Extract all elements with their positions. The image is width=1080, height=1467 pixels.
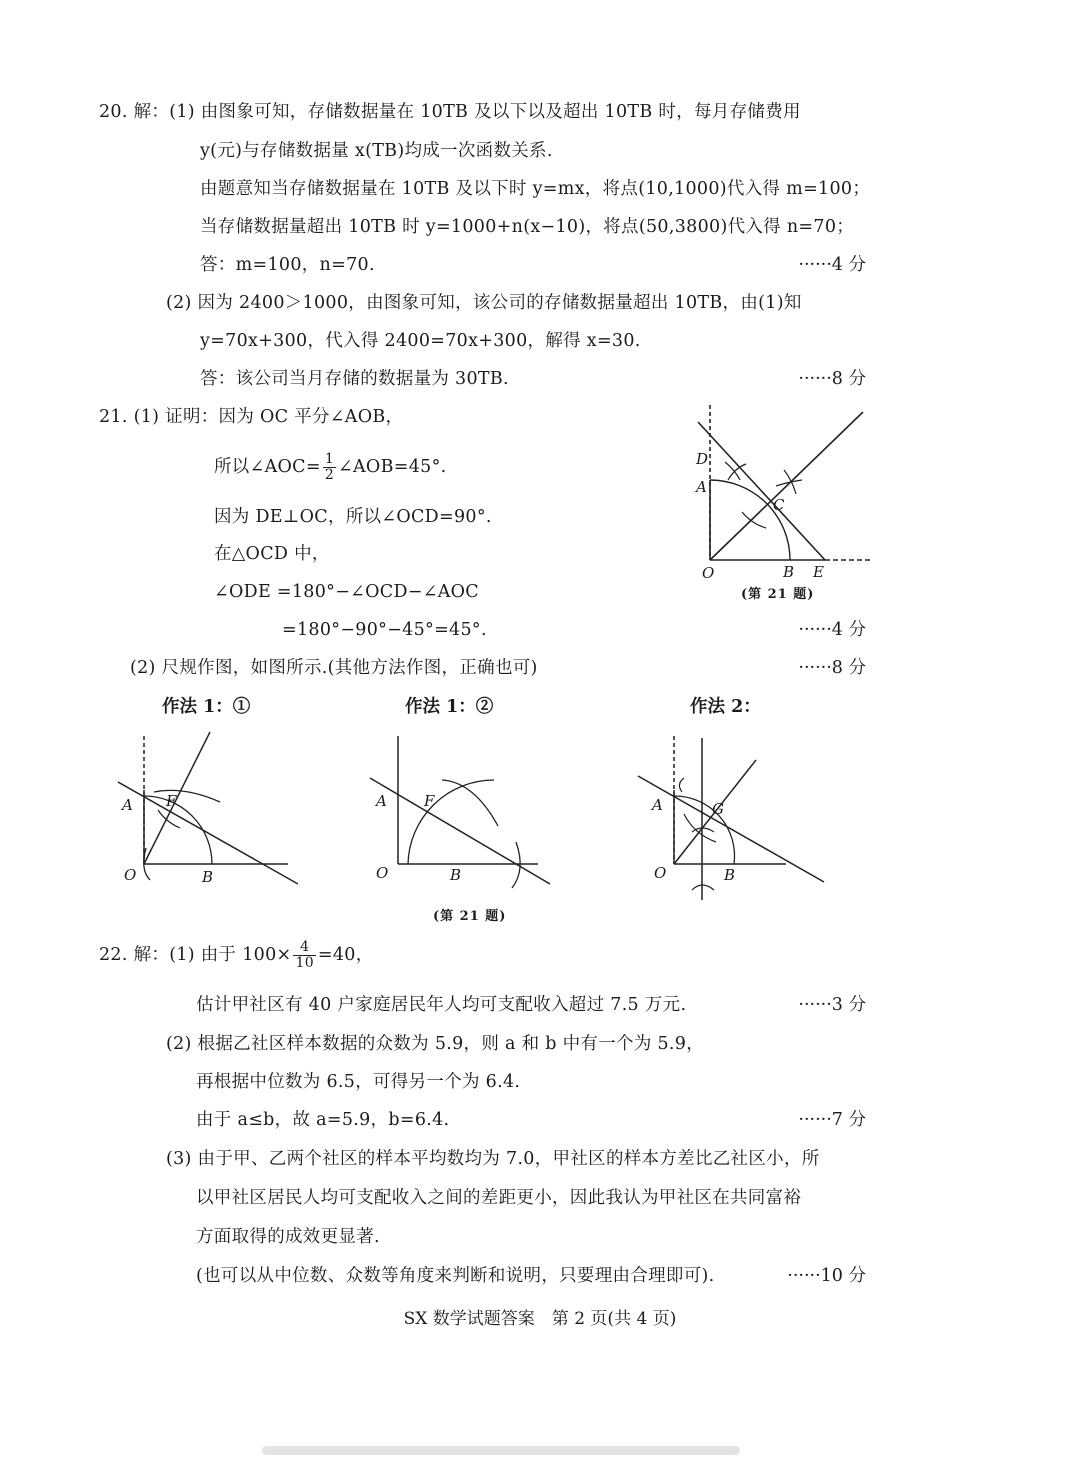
method-1-1-figure xyxy=(110,730,310,890)
q22-line-6: (3) 由于甲、乙两个社区的样本平均数均为 7.0，甲社区的样本方差比乙社区小，所 xyxy=(166,1149,820,1169)
method-2-label: 作法 2： xyxy=(690,697,761,717)
q21-bottom-caption: (第 21 题) xyxy=(433,909,507,924)
q20-line-1: 20. 解：(1) 由图象可知，存储数据量在 10TB 及以下以及超出 10TB 时，每月存储费用 xyxy=(99,102,801,122)
q20-score-1: ······4 分 xyxy=(798,255,866,275)
q20-line-2: y(元)与存储数据量 x(TB)均成一次函数关系. xyxy=(200,141,553,161)
q22-line-2: 估计甲社区有 40 户家庭居民年人均可支配收入超过 7.5 万元. xyxy=(196,995,687,1015)
home-indicator-bar[interactable] xyxy=(262,1446,740,1455)
label-F: F xyxy=(424,792,435,810)
label-B: B xyxy=(724,866,736,884)
q21-score-2: ······8 分 xyxy=(798,658,866,678)
label-D: D xyxy=(696,450,709,468)
method-2-figure xyxy=(636,730,836,905)
q21-score-1: ······4 分 xyxy=(798,620,866,640)
q20-line-4: 当存储数据量超出 10TB 时 y=1000+n(x−10)，将点(50,3800)代入得 n=70； xyxy=(200,217,855,237)
label-O: O xyxy=(702,564,715,580)
label-O: O xyxy=(654,864,667,882)
label-B: B xyxy=(450,866,462,884)
label-C: C xyxy=(773,496,785,514)
q21-main-caption: (第 21 题) xyxy=(741,587,815,602)
label-B: B xyxy=(202,868,214,886)
q22-score-1: ······3 分 xyxy=(798,995,866,1015)
q22-line-1-b: =40， xyxy=(317,945,374,965)
label-O: O xyxy=(124,866,137,884)
q21-line-2 xyxy=(214,452,446,483)
label-A: A xyxy=(122,796,133,814)
method-1-2-figure xyxy=(366,730,566,890)
method-1-1-label: 作法 1：① xyxy=(162,697,251,717)
q22-line-8: 方面取得的成效更显著. xyxy=(196,1227,380,1247)
label-G: G xyxy=(712,800,724,818)
q22-score-2: ······7 分 xyxy=(798,1110,866,1130)
q21-line-2-a: 所以∠AOC= xyxy=(214,457,321,477)
q20-line-6: (2) 因为 2400＞1000，由图象可知，该公司的存储数据量超出 10TB，由(1)知 xyxy=(166,293,802,313)
q21-line-7: (2) 尺规作图，如图所示.(其他方法作图，正确也可) xyxy=(130,658,538,678)
q22-line-9: (也可以从中位数、众数等角度来判断和说明，只要理由合理即可). xyxy=(196,1266,715,1286)
q21-line-6: =180°−90°−45°=45°. xyxy=(282,620,487,640)
q20-line-5: 答：m=100，n=70. xyxy=(200,255,375,275)
q22-line-1 xyxy=(99,940,374,971)
q21-line-5: ∠ODE =180°−∠OCD−∠AOC xyxy=(214,582,479,602)
q22-line-5: 由于 a≤b，故 a=5.9，b=6.4. xyxy=(196,1110,450,1130)
label-B: B xyxy=(783,563,795,580)
q21-line-4: 在△OCD 中， xyxy=(214,544,330,564)
label-F: F xyxy=(166,792,177,810)
label-E: E xyxy=(813,563,824,580)
q22-score-3: ······10 分 xyxy=(787,1266,866,1286)
fraction-one-half: $\frac{1}{2}$ xyxy=(324,451,335,483)
label-O: O xyxy=(376,864,389,882)
q21-line-1: 21. (1) 证明：因为 OC 平分∠AOB， xyxy=(99,407,404,427)
label-A: A xyxy=(652,796,663,814)
q22-line-3: (2) 根据乙社区样本数据的众数为 5.9，则 a 和 b 中有一个为 5.9， xyxy=(166,1034,705,1054)
q20-line-3: 由题意知当存储数据量在 10TB 及以下时 y=mx，将点(10,1000)代入得 m=100； xyxy=(200,179,871,199)
page-footer: SX 数学试题答案 第 2 页(共 4 页) xyxy=(403,1309,677,1329)
q20-line-7: y=70x+300，代入得 2400=70x+300，解得 x=30. xyxy=(200,331,641,351)
q20-score-2: ······8 分 xyxy=(798,369,866,389)
q22-line-4: 再根据中位数为 6.5，可得另一个为 6.4. xyxy=(196,1072,521,1092)
q21-line-3: 因为 DE⊥OC，所以∠OCD=90°. xyxy=(214,507,492,527)
q20-line-8: 答：该公司当月存储的数据量为 30TB. xyxy=(200,369,509,389)
q21-main-figure xyxy=(680,400,880,580)
label-A: A xyxy=(696,478,707,496)
method-1-2-label: 作法 1：② xyxy=(405,697,494,717)
q22-line-7: 以甲社区居民人均可支配收入之间的差距更小，因此我认为甲社区在共同富裕 xyxy=(196,1188,802,1208)
q21-line-2-b: ∠AOB=45°. xyxy=(338,457,447,477)
q22-line-1-a: 22. 解：(1) 由于 100× xyxy=(99,945,292,965)
label-A: A xyxy=(376,792,387,810)
fraction-four-tenths: $\frac{4}{10}$ xyxy=(295,939,314,971)
